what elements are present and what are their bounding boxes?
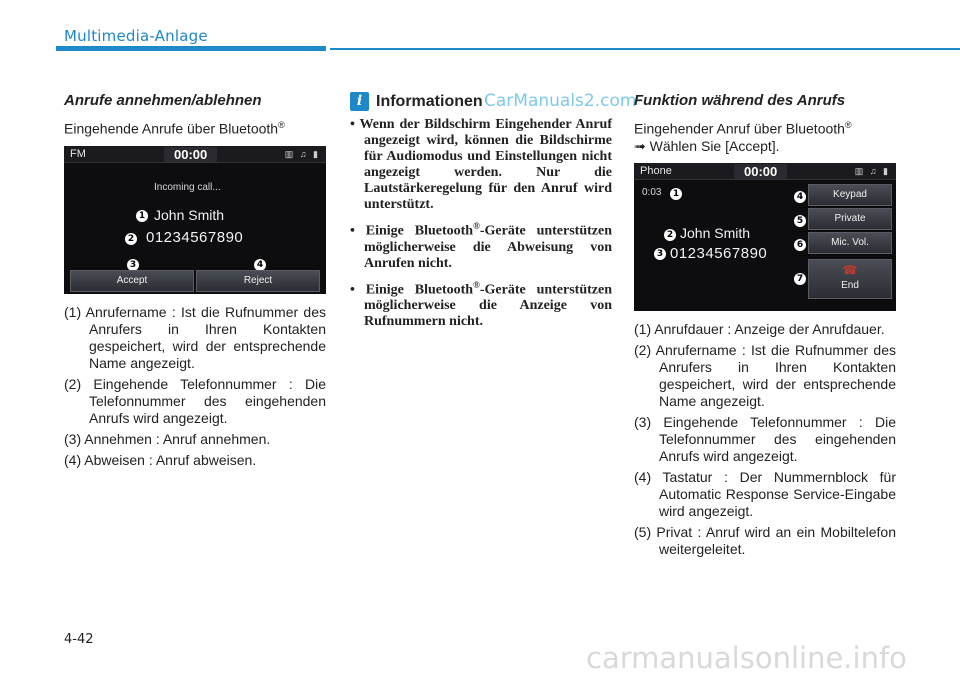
list-item: (1) Anrufername : Ist die Rufnummer des Anrufers in Ihren Kontakten gespeichert, wird der entsprechende Name angezeigt. <box>64 303 326 371</box>
marker-7: 7 <box>794 273 806 285</box>
info-icon: i <box>350 92 369 111</box>
section-intro: Eingehender Anruf über Bluetooth® ➟ Wählen Sie [Accept]. <box>634 120 852 154</box>
screen-status-bar <box>64 146 326 163</box>
callout-list <box>64 304 326 469</box>
end-call-label: End <box>841 279 859 291</box>
info-title: Informationen <box>376 92 483 110</box>
info-bullet: • Wenn der Bildschirm Eingehender Anruf angezeigt wird, können die Bildschirme für Audiomodus und Einstellungen nicht angezeigt werden. Nur die Lautstärkeregelung für den Anruf wird unterstützt. <box>350 117 612 212</box>
end-call-icon: ☎ <box>842 262 858 277</box>
list-item: (2) Anrufername : Ist die Rufnummer des Anrufers in Ihren Kontakten gespeichert, wird der entsprechende Name angezeigt. <box>634 341 896 409</box>
marker-2: 2 <box>664 229 676 241</box>
section-title: Anrufe annehmen/ablehnen <box>64 92 262 109</box>
page-number: 4-42 <box>64 632 94 647</box>
marker-6: 6 <box>794 239 806 251</box>
source-label: Phone <box>640 164 672 177</box>
status-icons: ▥ ♫ ▮ <box>854 165 890 176</box>
end-call-button[interactable] <box>808 259 892 299</box>
marker-4: 4 <box>794 191 806 203</box>
section-during-call <box>634 92 896 562</box>
marker-1: 1 <box>136 210 148 222</box>
header-title: Multimedia-Anlage <box>64 27 208 45</box>
source-label: FM <box>70 147 86 160</box>
list-item: (3) Eingehende Telefonnummer : Die Telefonnummer des eingehenden Anrufs wird angezeigt. <box>634 413 896 464</box>
caller-name: John Smith <box>680 224 751 241</box>
caller-number: 01234567890 <box>146 228 244 246</box>
active-call-screen <box>634 163 896 311</box>
section-intro: Eingehende Anrufe über Bluetooth® <box>64 120 285 137</box>
marker-5: 5 <box>794 215 806 227</box>
marker-4: 4 <box>254 259 266 271</box>
screen-status-bar <box>634 163 896 180</box>
marker-1: 1 <box>670 188 682 200</box>
reject-button[interactable]: Reject <box>196 270 320 292</box>
status-icons: ▥ ♫ ▮ <box>284 148 320 159</box>
list-item: (2) Eingehende Telefonnummer : Die Telefonnummer des eingehenden Anrufs wird angezeigt. <box>64 375 326 426</box>
accept-button[interactable]: Accept <box>70 270 194 292</box>
keypad-button[interactable]: Keypad <box>808 184 892 206</box>
marker-3: 3 <box>654 248 666 260</box>
section-incoming-calls <box>64 92 326 473</box>
list-item: (5) Privat : Anruf wird an ein Mobiltelefon weitergeleitet. <box>634 523 896 557</box>
watermark-top: CarManuals2.com <box>484 91 637 111</box>
footer-watermark: carmanualsonline.info <box>586 641 907 675</box>
info-list <box>350 117 612 330</box>
mic-volume-button[interactable]: Mic. Vol. <box>808 232 892 254</box>
section-title: Funktion während des Anrufs <box>634 92 846 109</box>
header-rule-thin <box>330 48 960 50</box>
marker-2: 2 <box>125 233 137 245</box>
caller-number: 01234567890 <box>670 244 768 262</box>
list-item: (4) Abweisen : Anruf abweisen. <box>64 451 257 468</box>
private-button[interactable]: Private <box>808 208 892 230</box>
incoming-call-screen <box>64 146 326 294</box>
info-bullet: • Einige Bluetooth®-Geräte unterstützen möglicherweise die Anzeige von Rufnummern nicht. <box>350 279 613 330</box>
call-duration: 0:03 <box>642 186 662 198</box>
clock: 00:00 <box>734 164 787 179</box>
list-item: (3) Annehmen : Anruf annehmen. <box>64 430 271 447</box>
caller-name: John Smith <box>154 206 225 223</box>
header-rule-thick <box>56 46 326 51</box>
list-item: (4) Tastatur : Der Nummernblock für Automatic Response Service-Eingabe wird angezeigt. <box>634 468 896 519</box>
callout-list <box>634 321 896 558</box>
info-box <box>350 92 612 335</box>
marker-3: 3 <box>127 259 139 271</box>
info-bullet: • Einige Bluetooth®-Geräte unterstützen möglicherweise die Abweisung von Anrufen nicht. <box>350 221 613 271</box>
incoming-call-label: Incoming call... <box>154 181 221 193</box>
list-item: (1) Anrufdauer : Anzeige der Anrufdauer. <box>634 320 885 337</box>
clock: 00:00 <box>164 147 217 162</box>
